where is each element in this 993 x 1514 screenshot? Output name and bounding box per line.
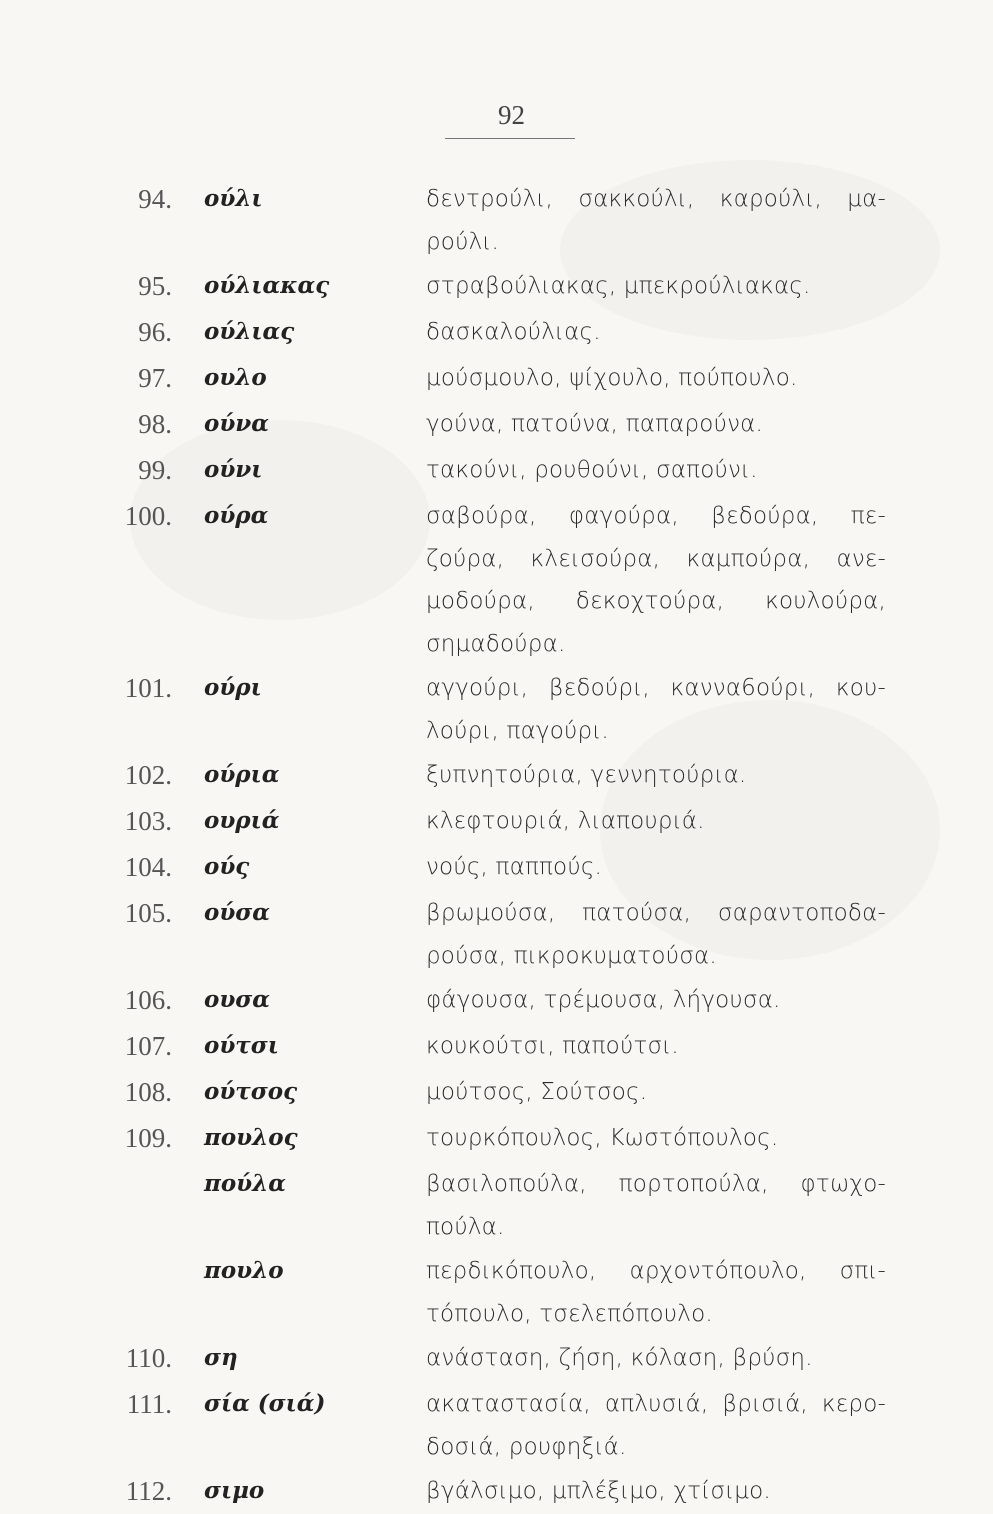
- example-line: γούνα, πατούνα, παπαρούνα.: [426, 411, 764, 437]
- example-line: σαβούρα, φαγούρα, βεδούρα, πε-: [426, 503, 886, 529]
- entry-suffix: ούρα: [204, 502, 269, 529]
- entry-suffix: ούλιας: [204, 318, 295, 345]
- suffix-entry: [0, 1335, 993, 1381]
- entry-number: 104.: [124, 852, 172, 882]
- example-line: μοδούρα, δεκοχτούρα, κουλούρα,: [426, 588, 886, 614]
- suffix-entry: [0, 355, 993, 401]
- entry-examples: [426, 401, 886, 446]
- entry-examples: [426, 752, 886, 797]
- example-line: τουρκόπουλος, Κωστόπουλος.: [426, 1125, 779, 1151]
- suffix-entry: [0, 1381, 993, 1468]
- entry-examples: [426, 665, 886, 752]
- entry-examples: [426, 355, 886, 400]
- example-line: δοσιά, ρουφηξιά.: [426, 1433, 627, 1460]
- example-line: βρωμούσα, πατούσα, σαραντοποδα-: [426, 900, 886, 926]
- suffix-entry: [0, 890, 993, 977]
- entry-suffix: ούλι: [204, 185, 263, 212]
- entry-examples: [426, 844, 886, 889]
- example-line: βγάλσιμο, μπλέξιμο, χτίσιμο.: [426, 1478, 771, 1504]
- entry-suffix: ούλιακας: [204, 272, 330, 299]
- entry-examples: [426, 309, 886, 354]
- header-rule: [445, 138, 575, 139]
- example-line: ζούρα, κλεισούρα, καμπούρα, ανε-: [426, 545, 886, 572]
- entry-suffix: ούσα: [204, 899, 270, 926]
- example-line: δεντρούλι, σακκούλι, καρούλι, μα-: [426, 186, 886, 212]
- entry-examples: [426, 1248, 886, 1335]
- example-line: ανάσταση, ζήση, κόλαση, βρύση.: [426, 1345, 813, 1371]
- entry-suffix: ση: [204, 1344, 238, 1371]
- entry-suffix: πούλα: [204, 1170, 286, 1197]
- entry-number: 107.: [124, 1031, 172, 1061]
- entry-examples: [426, 493, 886, 665]
- entry-number: 96.: [138, 317, 172, 347]
- entry-suffix: ούτσος: [204, 1078, 298, 1105]
- entry-suffix: σία (σιά): [204, 1390, 326, 1417]
- suffix-entry: [0, 977, 993, 1023]
- entry-examples: [426, 1115, 886, 1160]
- suffix-list: [0, 176, 993, 1514]
- entry-suffix: ούς: [204, 853, 250, 880]
- entry-number: 112.: [125, 1476, 172, 1506]
- suffix-entry: [0, 401, 993, 447]
- example-line: μούτσος, Σούτσος.: [426, 1079, 648, 1105]
- suffix-entry: [0, 1069, 993, 1115]
- entry-number: 98.: [138, 409, 172, 439]
- entry-number: 105.: [124, 898, 172, 928]
- entry-suffix: ούρι: [204, 674, 262, 701]
- suffix-entry: [0, 844, 993, 890]
- entry-suffix: ούνι: [204, 456, 263, 483]
- suffix-entry: [0, 309, 993, 355]
- suffix-entry: [0, 1248, 993, 1335]
- example-line: σημαδούρα.: [426, 630, 566, 657]
- example-line: μούσμουλο, ψίχουλο, πούπουλο.: [426, 365, 798, 391]
- example-line: τόπουλο, τσελεπόπουλο.: [426, 1300, 713, 1327]
- entry-number: 103.: [124, 806, 172, 836]
- entry-examples: [426, 1381, 886, 1468]
- entry-number: 101.: [124, 673, 172, 703]
- entry-suffix: ουσα: [204, 986, 270, 1013]
- example-line: νούς, παππούς.: [426, 854, 603, 880]
- entry-suffix: πουλος: [204, 1124, 298, 1151]
- entry-suffix: ούτσι: [204, 1032, 279, 1059]
- example-line: αγγούρι, βεδούρι, καννα6ούρι, κου-: [426, 675, 886, 701]
- example-line: στραβούλιακας, μπεκρούλιακας.: [426, 273, 811, 299]
- suffix-entry: [0, 447, 993, 493]
- suffix-entry: [0, 1161, 993, 1248]
- example-line: ρούσα, πικροκυματούσα.: [426, 942, 717, 969]
- entry-examples: [426, 447, 886, 492]
- entry-examples: [426, 890, 886, 977]
- suffix-entry: [0, 1115, 993, 1161]
- entry-number: 111.: [126, 1389, 172, 1419]
- suffix-entry: [0, 176, 993, 263]
- entry-suffix: ουλο: [204, 364, 267, 391]
- suffix-entry: [0, 1468, 993, 1514]
- entry-number: 100.: [124, 501, 172, 531]
- example-line: δασκαλούλιας.: [426, 319, 601, 345]
- entry-examples: [426, 798, 886, 843]
- entry-examples: [426, 1161, 886, 1248]
- entry-suffix: σιμο: [204, 1477, 265, 1504]
- entry-examples: [426, 977, 886, 1022]
- example-line: φάγουσα, τρέμουσα, λήγουσα.: [426, 987, 781, 1013]
- entry-examples: [426, 1069, 886, 1114]
- example-line: ξυπνητούρια, γεννητούρια.: [426, 762, 747, 788]
- example-line: πούλα.: [426, 1213, 505, 1240]
- suffix-entry: [0, 752, 993, 798]
- entry-suffix: πουλο: [204, 1257, 284, 1284]
- suffix-entry: [0, 263, 993, 309]
- example-line: κουκούτσι, παπούτσι.: [426, 1033, 679, 1059]
- example-line: ακαταστασία, απλυσιά, βρισιά, κερο-: [426, 1391, 886, 1417]
- suffix-entry: [0, 798, 993, 844]
- suffix-entry: [0, 493, 993, 665]
- entry-number: 97.: [138, 363, 172, 393]
- example-line: βασιλοπούλα, πορτοπούλα, φτωχο-: [426, 1171, 886, 1197]
- suffix-entry: [0, 665, 993, 752]
- example-line: κλεφτουριά, λιαπουριά.: [426, 808, 705, 834]
- example-line: ρούλι.: [426, 228, 500, 255]
- entry-suffix: ούρια: [204, 761, 280, 788]
- entry-number: 102.: [124, 760, 172, 790]
- entry-examples: [426, 1335, 886, 1380]
- entry-suffix: ουριά: [204, 807, 280, 834]
- example-line: περδικόπουλο, αρχοντόπουλο, σπι-: [426, 1258, 886, 1284]
- entry-number: 106.: [124, 985, 172, 1015]
- suffix-entry: [0, 1023, 993, 1069]
- example-line: τακούνι, ρουθούνι, σαπούνι.: [426, 457, 758, 483]
- entry-number: 94.: [138, 184, 172, 214]
- entry-examples: [426, 176, 886, 263]
- entry-examples: [426, 1468, 886, 1513]
- example-line: λούρι, παγούρι.: [426, 717, 609, 744]
- entry-examples: [426, 1023, 886, 1068]
- entry-suffix: ούνα: [204, 410, 269, 437]
- entry-number: 109.: [124, 1123, 172, 1153]
- page-number: 92: [498, 100, 525, 130]
- entry-number: 110.: [125, 1343, 172, 1373]
- entry-number: 95.: [138, 271, 172, 301]
- entry-examples: [426, 263, 886, 308]
- entry-number: 108.: [124, 1077, 172, 1107]
- entry-number: 99.: [138, 455, 172, 485]
